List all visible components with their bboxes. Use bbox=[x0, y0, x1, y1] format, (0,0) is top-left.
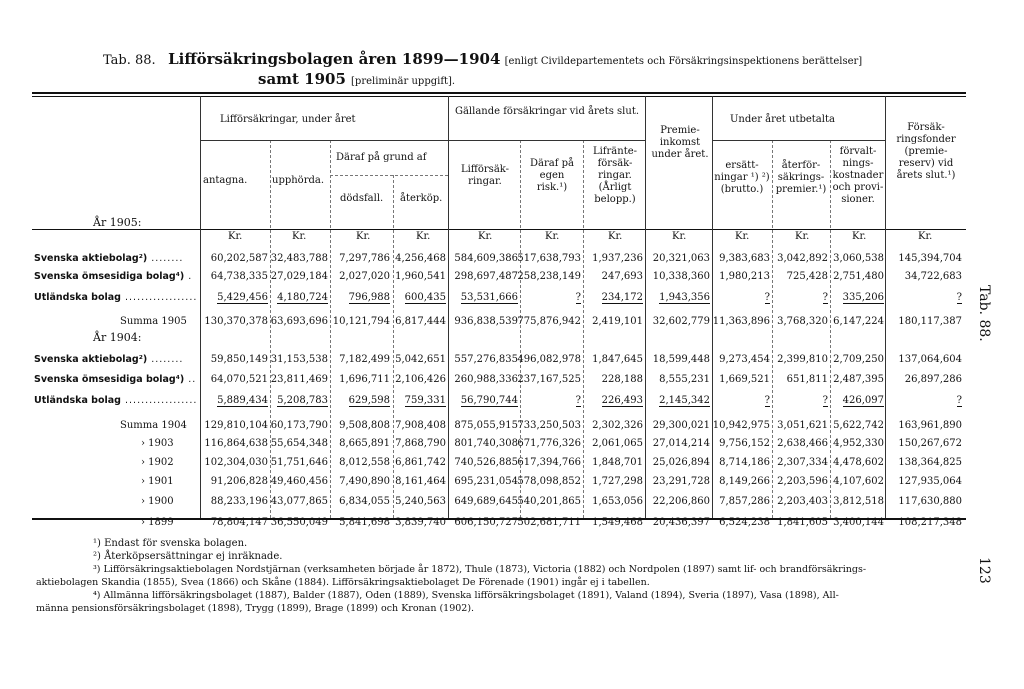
table-cell: 23,811,469 bbox=[270, 374, 328, 385]
header-lifforsakringar: Lifförsäkringar, under året bbox=[220, 114, 356, 125]
table-cell: 6,524,238 bbox=[719, 517, 770, 528]
col-divider bbox=[772, 140, 773, 518]
table-cell: 796,988 bbox=[348, 292, 390, 303]
table-cell: 130,370,378 bbox=[204, 316, 268, 327]
table-cell: 150,267,672 bbox=[898, 438, 962, 449]
table-cell: 8,665,891 bbox=[339, 438, 390, 449]
table-cell: 725,428 bbox=[786, 271, 828, 282]
table-cell: 4,107,602 bbox=[833, 476, 884, 487]
table-cell: 649,689,645 bbox=[454, 496, 518, 507]
table-cell: 875,055,915 bbox=[454, 420, 518, 431]
table-cell: 2,106,426 bbox=[395, 374, 446, 385]
summa-label: Summa 1905 bbox=[120, 316, 187, 327]
row-label: Utländska bolag .................. bbox=[34, 292, 198, 303]
footnote-1: ¹) Endast för svenska bolagen. bbox=[93, 538, 248, 549]
table-cell: 49,460,456 bbox=[270, 476, 328, 487]
table-cell: 91,206,828 bbox=[210, 476, 268, 487]
table-cell: 51,751,646 bbox=[270, 457, 328, 468]
header-premie: Premie-inkomst under året. bbox=[651, 125, 709, 160]
header-egen-risk: Däraf på egen risk.¹) bbox=[530, 158, 574, 193]
footnote-4: ⁴) Allmänna lifförsäkringsbolaget (1887), Balder (1887), Oden (1889), Svenska lifförsäkringsbolaget (1891), Valand (1894), Sveria (1897), Vasa (1898), All- bbox=[93, 590, 839, 601]
table-cell: 557,276,835 bbox=[454, 354, 518, 365]
table-cell: 78,804,147 bbox=[210, 517, 268, 528]
table-cell: ? bbox=[764, 292, 770, 303]
col-divider bbox=[583, 140, 584, 518]
summa-label: › 1902 bbox=[141, 457, 174, 468]
unit-kr: Kr. bbox=[852, 231, 867, 242]
table-cell: 8,714,186 bbox=[719, 457, 770, 468]
table-cell: 36,550,049 bbox=[270, 517, 328, 528]
group-rule bbox=[712, 140, 885, 141]
table-cell: 60,202,587 bbox=[210, 253, 268, 264]
header-aterkop: återköp. bbox=[400, 193, 443, 204]
summa-label: › 1900 bbox=[141, 496, 174, 507]
footnote-3: ³) Lifförsäkringsaktiebolagen Nordstjärnan (verksamheten började år 1872), Thule (1873), Victoria (1882) och Nordpolen (1897) samt lif- och brandförsäkrings- bbox=[93, 564, 867, 575]
col-divider bbox=[393, 175, 394, 518]
group-rule bbox=[448, 140, 645, 141]
table-cell: 138,364,825 bbox=[898, 457, 962, 468]
table-cell: 9,508,808 bbox=[339, 420, 390, 431]
group-rule bbox=[330, 175, 448, 176]
header-rule bbox=[32, 229, 966, 230]
table-cell: 7,490,890 bbox=[339, 476, 390, 487]
table-cell: 23,291,728 bbox=[652, 476, 710, 487]
table-cell: 502,681,711 bbox=[517, 517, 581, 528]
table-cell: 6,861,742 bbox=[395, 457, 446, 468]
table-cell: 8,555,231 bbox=[659, 374, 710, 385]
table-cell: 2,487,395 bbox=[833, 374, 884, 385]
table-cell: 2,399,810 bbox=[777, 354, 828, 365]
unit-kr: Kr. bbox=[356, 231, 371, 242]
table-cell: 59,850,149 bbox=[210, 354, 268, 365]
table-cell: 9,756,152 bbox=[719, 438, 770, 449]
subtitle-main: samt 1905 bbox=[258, 70, 346, 88]
col-divider bbox=[448, 96, 449, 518]
table-cell: 29,300,021 bbox=[652, 420, 710, 431]
header-aterfor: återför-säkrings-premier.¹) bbox=[775, 160, 827, 195]
table-cell: ? bbox=[956, 292, 962, 303]
table-cell: 18,599,448 bbox=[652, 354, 710, 365]
table-cell: 7,868,790 bbox=[395, 438, 446, 449]
table-cell: 8,161,464 bbox=[395, 476, 446, 487]
table-cell: 127,935,064 bbox=[898, 476, 962, 487]
table-cell: 22,206,860 bbox=[652, 496, 710, 507]
table-cell: 163,961,890 bbox=[898, 420, 962, 431]
table-cell: 617,394,766 bbox=[517, 457, 581, 468]
table-cell: 27,029,184 bbox=[270, 271, 328, 282]
table-cell: 2,302,326 bbox=[592, 420, 643, 431]
table-cell: 180,117,387 bbox=[898, 316, 962, 327]
table-cell: 1,980,213 bbox=[719, 271, 770, 282]
table-cell: 34,722,683 bbox=[904, 271, 962, 282]
table-cell: 6,147,224 bbox=[833, 316, 884, 327]
table-cell: 129,810,104 bbox=[204, 420, 268, 431]
table-cell: 260,988,336 bbox=[454, 374, 518, 385]
summa-label: › 1899 bbox=[141, 517, 174, 528]
table-cell: 584,609,386 bbox=[454, 253, 518, 264]
table-cell: 2,709,250 bbox=[833, 354, 884, 365]
table-cell: 335,206 bbox=[842, 292, 884, 303]
table-cell: 9,273,454 bbox=[719, 354, 770, 365]
table-cell: 517,638,793 bbox=[517, 253, 581, 264]
table-cell: 63,693,696 bbox=[270, 316, 328, 327]
table-cell: 629,598 bbox=[348, 395, 390, 406]
table-cell: 43,077,865 bbox=[270, 496, 328, 507]
table-cell: 671,776,326 bbox=[517, 438, 581, 449]
table-cell: 4,180,724 bbox=[277, 292, 328, 303]
header-antagna: antagna. bbox=[203, 175, 248, 186]
unit-kr: Kr. bbox=[228, 231, 243, 242]
header-upphorda: upphörda. bbox=[272, 175, 325, 186]
table-cell: 64,738,335 bbox=[210, 271, 268, 282]
table-cell: 7,182,499 bbox=[339, 354, 390, 365]
subtitle-note: [preliminär uppgift]. bbox=[351, 76, 456, 87]
header-lifforsak: Lifförsäk-ringar. bbox=[460, 164, 510, 187]
unit-kr: Kr. bbox=[672, 231, 687, 242]
summa-label: › 1901 bbox=[141, 476, 174, 487]
table-cell: 8,012,558 bbox=[339, 457, 390, 468]
table-cell: 234,172 bbox=[601, 292, 643, 303]
table-cell: 247,693 bbox=[601, 271, 643, 282]
table-cell: 936,838,539 bbox=[454, 316, 518, 327]
unit-kr: Kr. bbox=[478, 231, 493, 242]
table-cell: 6,834,055 bbox=[339, 496, 390, 507]
table-cell: 55,654,348 bbox=[270, 438, 328, 449]
table-cell: 298,697,487 bbox=[454, 271, 518, 282]
table-cell: 1,727,298 bbox=[592, 476, 643, 487]
top-rule bbox=[32, 92, 966, 94]
unit-kr: Kr. bbox=[795, 231, 810, 242]
tab-number: Tab. 88. bbox=[103, 53, 156, 68]
table-cell: 31,153,538 bbox=[270, 354, 328, 365]
table-cell: 2,307,334 bbox=[777, 457, 828, 468]
table-cell: 4,952,330 bbox=[833, 438, 884, 449]
table-cell: 1,653,056 bbox=[592, 496, 643, 507]
table-cell: 4,478,602 bbox=[833, 457, 884, 468]
table-cell: 116,864,638 bbox=[204, 438, 268, 449]
unit-kr: Kr. bbox=[735, 231, 750, 242]
header-dodsfall: dödsfall. bbox=[340, 193, 384, 204]
footnote-2: ²) Återköpsersättningar ej inräknade. bbox=[93, 551, 283, 562]
table-cell: ? bbox=[575, 292, 581, 303]
header-utbetalta: Under året utbetalta bbox=[730, 114, 835, 125]
table-cell: 60,173,790 bbox=[270, 420, 328, 431]
table-cell: 32,483,788 bbox=[270, 253, 328, 264]
table-cell: 6,817,444 bbox=[395, 316, 446, 327]
title-note: [enligt Civildepartementets och Försäkringsinspektionens berättelser] bbox=[504, 56, 863, 67]
table-cell: 5,042,651 bbox=[395, 354, 446, 365]
table-cell: 2,419,101 bbox=[592, 316, 643, 327]
table-cell: 2,203,596 bbox=[777, 476, 828, 487]
summa-label: › 1903 bbox=[141, 438, 174, 449]
table-cell: 108,217,348 bbox=[898, 517, 962, 528]
table-cell: 606,150,727 bbox=[454, 517, 518, 528]
table-cell: 801,740,308 bbox=[454, 438, 518, 449]
unit-kr: Kr. bbox=[918, 231, 933, 242]
table-cell: 145,394,704 bbox=[898, 253, 962, 264]
header-lifrante: Lifränte-försäk-ringar. (Årligt belopp.) bbox=[592, 146, 638, 205]
table-cell: ? bbox=[575, 395, 581, 406]
table-cell: 88,233,196 bbox=[210, 496, 268, 507]
table-cell: 26,897,286 bbox=[904, 374, 962, 385]
header-gallande: Gällande försäkringar vid årets slut. bbox=[454, 106, 640, 117]
col-divider bbox=[645, 96, 646, 518]
table-cell: 20,436,397 bbox=[652, 517, 710, 528]
table-cell: 7,857,286 bbox=[719, 496, 770, 507]
footnote-3-cont: aktiebolagen Skandia (1855), Svea (1866) och Skåne (1884). Lifförsäkringsaktiebolaget De Förenade (1901) ingår ej i tabellen. bbox=[36, 577, 650, 588]
table-cell: 2,751,480 bbox=[833, 271, 884, 282]
table-cell: 10,121,794 bbox=[332, 316, 390, 327]
table-cell: 1,549,468 bbox=[592, 517, 643, 528]
table-cell: 2,203,403 bbox=[777, 496, 828, 507]
table-subtitle bbox=[258, 69, 455, 88]
table-cell: 2,061,065 bbox=[592, 438, 643, 449]
table-cell: 5,240,563 bbox=[395, 496, 446, 507]
table-cell: 3,400,144 bbox=[833, 517, 884, 528]
table-cell: 228,188 bbox=[601, 374, 643, 385]
table-cell: 1,847,645 bbox=[592, 354, 643, 365]
table-cell: 5,429,456 bbox=[217, 292, 268, 303]
table-cell: 10,942,975 bbox=[712, 420, 770, 431]
side-tab-label: Tab. 88. bbox=[976, 285, 992, 342]
header-daraf: Däraf på grund af bbox=[336, 152, 427, 163]
header-ersatt: ersätt-ningar ¹) ²) (brutto.) bbox=[714, 160, 770, 195]
group-rule bbox=[200, 140, 448, 141]
table-cell: 1,841,605 bbox=[777, 517, 828, 528]
table-cell: 117,630,880 bbox=[898, 496, 962, 507]
table-cell: 2,027,020 bbox=[339, 271, 390, 282]
table-cell: 1,669,521 bbox=[719, 374, 770, 385]
table-cell: 137,064,604 bbox=[898, 354, 962, 365]
table-cell: 578,098,852 bbox=[517, 476, 581, 487]
col-divider bbox=[330, 140, 331, 518]
table-cell: 1,943,356 bbox=[659, 292, 710, 303]
table-cell: 4,256,468 bbox=[395, 253, 446, 264]
table-cell: 258,238,149 bbox=[517, 271, 581, 282]
table-cell: 740,526,885 bbox=[454, 457, 518, 468]
table-cell: 7,297,786 bbox=[339, 253, 390, 264]
table-cell: 56,790,744 bbox=[460, 395, 518, 406]
table-cell: 5,622,742 bbox=[833, 420, 884, 431]
table-cell: 237,167,525 bbox=[517, 374, 581, 385]
table-cell: 7,908,408 bbox=[395, 420, 446, 431]
table-cell: 540,201,865 bbox=[517, 496, 581, 507]
year-1904-label: År 1904: bbox=[93, 331, 142, 344]
header-fonder: Försäk-ringsfonder (premie-reserv) vid årets slut.¹) bbox=[896, 122, 956, 181]
table-cell: 3,042,892 bbox=[777, 253, 828, 264]
table-cell: 226,493 bbox=[601, 395, 643, 406]
table-cell: 5,841,698 bbox=[339, 517, 390, 528]
footnote-4-cont: männa pensionsförsäkringsbolaget (1898), Trygg (1899), Brage (1899) och Kronan (1902). bbox=[36, 603, 475, 614]
summa-label: Summa 1904 bbox=[120, 420, 187, 431]
unit-kr: Kr. bbox=[545, 231, 560, 242]
table-cell: 3,812,518 bbox=[833, 496, 884, 507]
table-cell: 775,876,942 bbox=[517, 316, 581, 327]
table-cell: 496,082,978 bbox=[517, 354, 581, 365]
table-cell: 759,331 bbox=[404, 395, 446, 406]
table-cell: 3,060,538 bbox=[833, 253, 884, 264]
table-cell: 32,602,779 bbox=[652, 316, 710, 327]
header-forvalt: förvalt-nings-kostnader och provi-sioner. bbox=[832, 146, 884, 205]
unit-kr: Kr. bbox=[292, 231, 307, 242]
table-cell: 10,338,360 bbox=[652, 271, 710, 282]
table-cell: 9,383,683 bbox=[719, 253, 770, 264]
table-cell: 600,435 bbox=[404, 292, 446, 303]
table-cell: ? bbox=[956, 395, 962, 406]
table-cell: 426,097 bbox=[842, 395, 884, 406]
table-cell: 5,889,434 bbox=[217, 395, 268, 406]
table-cell: 3,768,320 bbox=[777, 316, 828, 327]
table-cell: 733,250,503 bbox=[517, 420, 581, 431]
table-cell: 5,208,783 bbox=[277, 395, 328, 406]
table-cell: 27,014,214 bbox=[652, 438, 710, 449]
table-cell: 25,026,894 bbox=[652, 457, 710, 468]
table-title bbox=[103, 50, 862, 68]
table-cell: 102,304,030 bbox=[204, 457, 268, 468]
table-cell: 3,051,621 bbox=[777, 420, 828, 431]
table-cell: 1,960,541 bbox=[395, 271, 446, 282]
table-cell: 20,321,063 bbox=[652, 253, 710, 264]
table-cell: 2,145,342 bbox=[659, 395, 710, 406]
table-cell: 11,363,896 bbox=[712, 316, 770, 327]
unit-kr: Kr. bbox=[608, 231, 623, 242]
unit-kr: Kr. bbox=[416, 231, 431, 242]
table-cell: 53,531,666 bbox=[460, 292, 518, 303]
table-cell: 1,696,711 bbox=[339, 374, 390, 385]
row-label: Svenska ömsesidiga bolag⁴) . bbox=[34, 271, 193, 282]
table-cell: ? bbox=[822, 292, 828, 303]
title-main: Lifförsäkringsbolagen åren 1899—1904 bbox=[168, 50, 501, 68]
table-cell: ? bbox=[764, 395, 770, 406]
col-divider bbox=[885, 96, 886, 518]
page-number: 123 bbox=[976, 557, 992, 584]
row-label: Svenska ömsesidiga bolag⁴) .. bbox=[34, 374, 197, 385]
table-cell: 695,231,054 bbox=[454, 476, 518, 487]
table-cell: 2,638,466 bbox=[777, 438, 828, 449]
table-cell: 1,937,236 bbox=[592, 253, 643, 264]
row-label: Utländska bolag .................. bbox=[34, 395, 198, 406]
row-label: Svenska aktiebolag²) ........ bbox=[34, 354, 184, 365]
table-cell: 651,811 bbox=[786, 374, 828, 385]
table-cell: ? bbox=[822, 395, 828, 406]
col-divider bbox=[200, 96, 201, 518]
table-cell: 1,848,701 bbox=[592, 457, 643, 468]
table-cell: 3,839,740 bbox=[395, 517, 446, 528]
row-label: Svenska aktiebolag²) ........ bbox=[34, 253, 184, 264]
year-1905-label: År 1905: bbox=[93, 216, 142, 229]
top-rule-thin bbox=[32, 96, 966, 97]
table-cell: 8,149,266 bbox=[719, 476, 770, 487]
table-cell: 64,070,521 bbox=[210, 374, 268, 385]
